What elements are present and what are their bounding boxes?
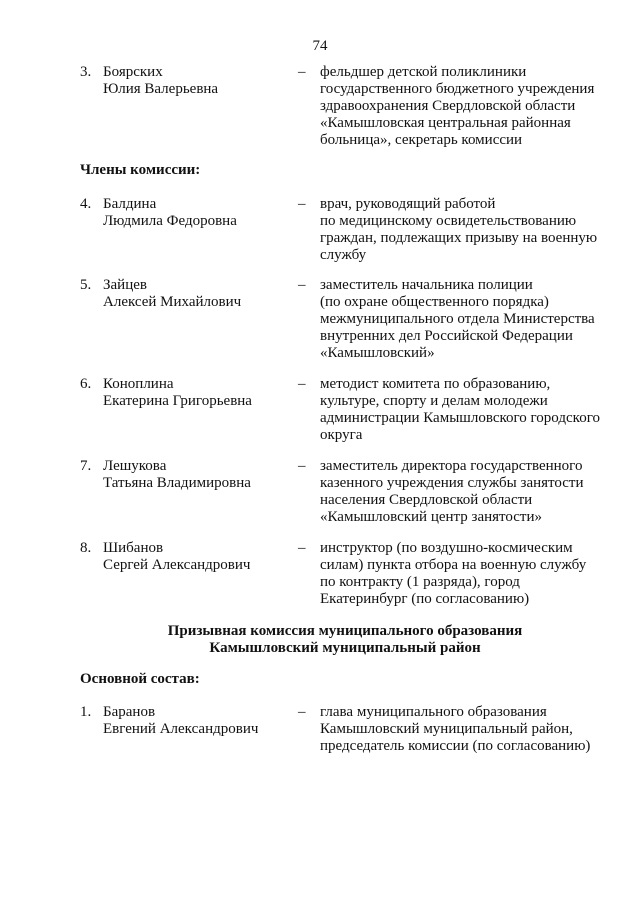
description-line: «Камышловский» [320, 345, 435, 361]
dash-separator: – [298, 376, 306, 392]
section-title-line: Призывная комиссия муниципального образования [167, 623, 523, 639]
position-description [320, 64, 605, 149]
person-name [103, 540, 293, 574]
given-name: Евгений Александрович [103, 721, 259, 737]
item-number: 7. [80, 458, 92, 474]
surname: Коноплина [103, 376, 174, 392]
section-heading-main-staff: Основной состав: [80, 671, 200, 687]
description-line: заместитель начальника полиции [320, 277, 533, 293]
given-name: Татьяна Владимировна [103, 475, 251, 491]
section-title-line: Камышловский муниципальный район [209, 640, 481, 656]
person-name [103, 277, 293, 311]
person-name [103, 196, 293, 230]
item-number: 3. [80, 64, 92, 80]
dash-separator: – [298, 277, 306, 293]
person-name [103, 704, 293, 738]
item-number: 8. [80, 540, 92, 556]
description-line: межмуниципального отдела Министерства [320, 311, 595, 327]
dash-separator: – [298, 196, 306, 212]
given-name: Екатерина Григорьевна [103, 393, 252, 409]
description-line: здравоохранения Свердловской области [320, 98, 576, 114]
position-description [320, 540, 605, 608]
position-description [320, 277, 605, 362]
item-number: 1. [80, 704, 92, 720]
surname: Баранов [103, 704, 156, 720]
item-number: 5. [80, 277, 92, 293]
item-number: 4. [80, 196, 92, 212]
description-line: по контракту (1 разряда), город [320, 574, 520, 590]
description-line: по медицинскому освидетельствованию [320, 213, 577, 229]
position-description [320, 704, 605, 755]
description-line: врач, руководящий работой [320, 196, 496, 212]
given-name: Алексей Михайлович [103, 294, 242, 310]
dash-separator: – [298, 704, 306, 720]
position-description [320, 458, 605, 526]
description-line: (по охране общественного порядка) [320, 294, 549, 310]
description-line: населения Свердловской области [320, 492, 533, 508]
description-line: заместитель директора государственного [320, 458, 583, 474]
given-name: Сергей Александрович [103, 557, 251, 573]
position-description [320, 376, 605, 444]
description-line: глава муниципального образования [320, 704, 547, 720]
section-title-commission [0, 623, 640, 657]
description-line: методист комитета по образованию, [320, 376, 551, 392]
description-line: администрации Камышловского городского [320, 410, 600, 426]
description-line: внутренних дел Российской Федерации [320, 328, 573, 344]
surname: Зайцев [103, 277, 147, 293]
given-name: Людмила Федоровна [103, 213, 237, 229]
item-number: 6. [80, 376, 92, 392]
description-line: силам) пункта отбора на военную службу [320, 557, 587, 573]
person-name [103, 64, 293, 98]
description-line: больница», секретарь комиссии [320, 132, 523, 148]
description-line: службу [320, 247, 367, 263]
description-line: Екатеринбург (по согласованию) [320, 591, 530, 607]
dash-separator: – [298, 458, 306, 474]
section-heading-members: Члены комиссии: [80, 162, 201, 178]
person-name [103, 376, 293, 410]
dash-separator: – [298, 64, 306, 80]
description-line: казенного учреждения службы занятости [320, 475, 584, 491]
description-line: инструктор (по воздушно-космическим [320, 540, 573, 556]
page-number: 74 [312, 38, 328, 54]
description-line: «Камышловская центральная районная [320, 115, 571, 131]
surname: Лешукова [103, 458, 167, 474]
description-line: «Камышловский центр занятости» [320, 509, 542, 525]
surname: Шибанов [103, 540, 164, 556]
dash-separator: – [298, 540, 306, 556]
position-description [320, 196, 605, 264]
person-name [103, 458, 293, 492]
description-line: фельдшер детской поликлиники [320, 64, 527, 80]
given-name: Юлия Валерьевна [103, 81, 219, 97]
surname: Боярских [103, 64, 163, 80]
surname: Балдина [103, 196, 157, 212]
description-line: Камышловский муниципальный район, [320, 721, 573, 737]
description-line: культуре, спорту и делам молодежи [320, 393, 548, 409]
description-line: государственного бюджетного учреждения [320, 81, 595, 97]
description-line: председатель комиссии (по согласованию) [320, 738, 591, 754]
description-line: граждан, подлежащих призыву на военную [320, 230, 598, 246]
description-line: округа [320, 427, 363, 443]
